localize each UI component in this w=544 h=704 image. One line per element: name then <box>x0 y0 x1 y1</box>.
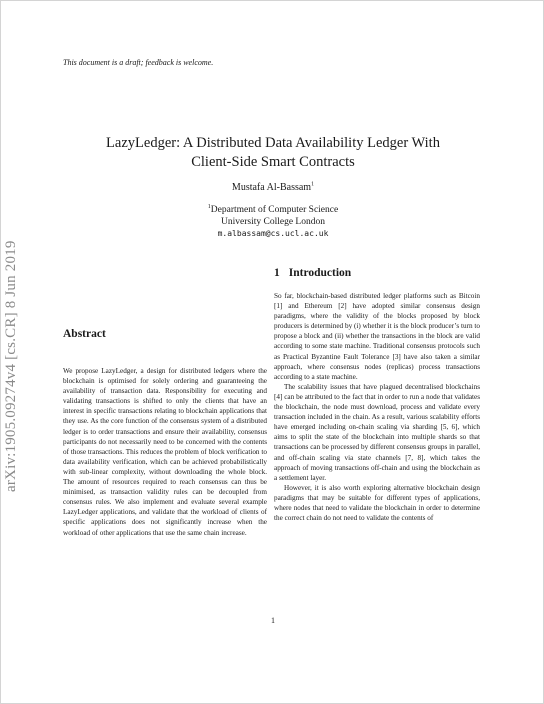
title-line-1: LazyLedger: A Distributed Data Availability Ledger With <box>106 135 440 151</box>
introduction-body <box>274 291 480 523</box>
abstract-text: We propose LazyLedger, a design for distributed ledgers where the blockchain is optimised for solely ordering and guaranteeing the availability of transaction data. Responsibility for executing and validating transactions is shifted to only the clients that have an interest in specific transactions relating to blockchain applications that they use. As the core function of the consensus system of a distributed ledger is to order transactions and ensure their availability, consensus participants do not necessarily need to be concerned with the contents of those transactions. This reduces the problem of block verification to data availability verification, which can be achieved probabilistically with sub-linear complexity, without downloading the whole block. The amount of resources required to reach consensus can thus be minimised, as transaction validity rules can be decoupled from consensus rules. We also implement and evaluate several example LazyLedger applications, and validate that the workload of clients of specific applications does not significantly increase when the workload of other applications that use the same chain increase. <box>63 367 267 537</box>
affiliation-mark: 1 <box>207 203 211 210</box>
section-title: Introduction <box>288 267 352 279</box>
abstract-heading: Abstract <box>63 328 106 340</box>
intro-paragraph-3: However, it is also worth exploring alternative blockchain design paradigms that may be suitable for different types of applications, where nodes that need to validate the blockchain in order to determine the correct chain do not need to validate the contents of <box>274 483 480 523</box>
affiliation-university: University College London <box>221 217 325 227</box>
draft-note: This document is a draft; feedback is welcome. <box>63 58 214 67</box>
arxiv-identifier-stamp: arXiv:1905.09274v4 [cs.CR] 8 Jun 2019 <box>3 240 19 492</box>
author-affiliation-mark: 1 <box>311 181 315 188</box>
section-heading-introduction <box>274 267 351 279</box>
author-name: Mustafa Al-Bassam <box>231 182 312 193</box>
affiliation <box>61 204 485 240</box>
section-number: 1 <box>274 267 280 279</box>
author-email: m.albassam@cs.ucl.ac.uk <box>217 229 329 238</box>
title-line-2: Client-Side Smart Contracts <box>191 154 355 170</box>
page-number: 1 <box>271 616 275 625</box>
intro-paragraph-2: The scalability issues that have plagued decentralised blockchains [4] can be attributed to the fact that in order to run a node that validates the blockchain, the node must download, process and validate every transaction included in the chain. As a result, various scalability efforts have emerged including on-chain scaling via sharding [5, 6], which aims to split the state of the blockchain into multiple shards so that transactions can be processed by different consensus groups in parallel, and off-chain scaling via state channels [7, 8], which takes the approach of moving transactions off-chain and using the blockchain as a settlement layer. <box>274 382 480 482</box>
intro-paragraph-1: So far, blockchain-based distributed ledger platforms such as Bitcoin [1] and Ethereum [2] have adopted similar consensus design paradigms, where the validity of the blocks proposed by block producers is determined by (i) whether it is the block producer’s turn to propose a block and (ii) whether the transactions in the block are valid according to some state machine. Traditional consensus protocols such as Practical Byzantine Fault Tolerance [3] have also taken a similar approach, where consensus nodes (replicas) process transactions according to a state machine. <box>274 292 480 381</box>
author <box>61 182 485 193</box>
paper-title <box>61 134 485 172</box>
affiliation-department: Department of Computer Science <box>210 205 339 215</box>
